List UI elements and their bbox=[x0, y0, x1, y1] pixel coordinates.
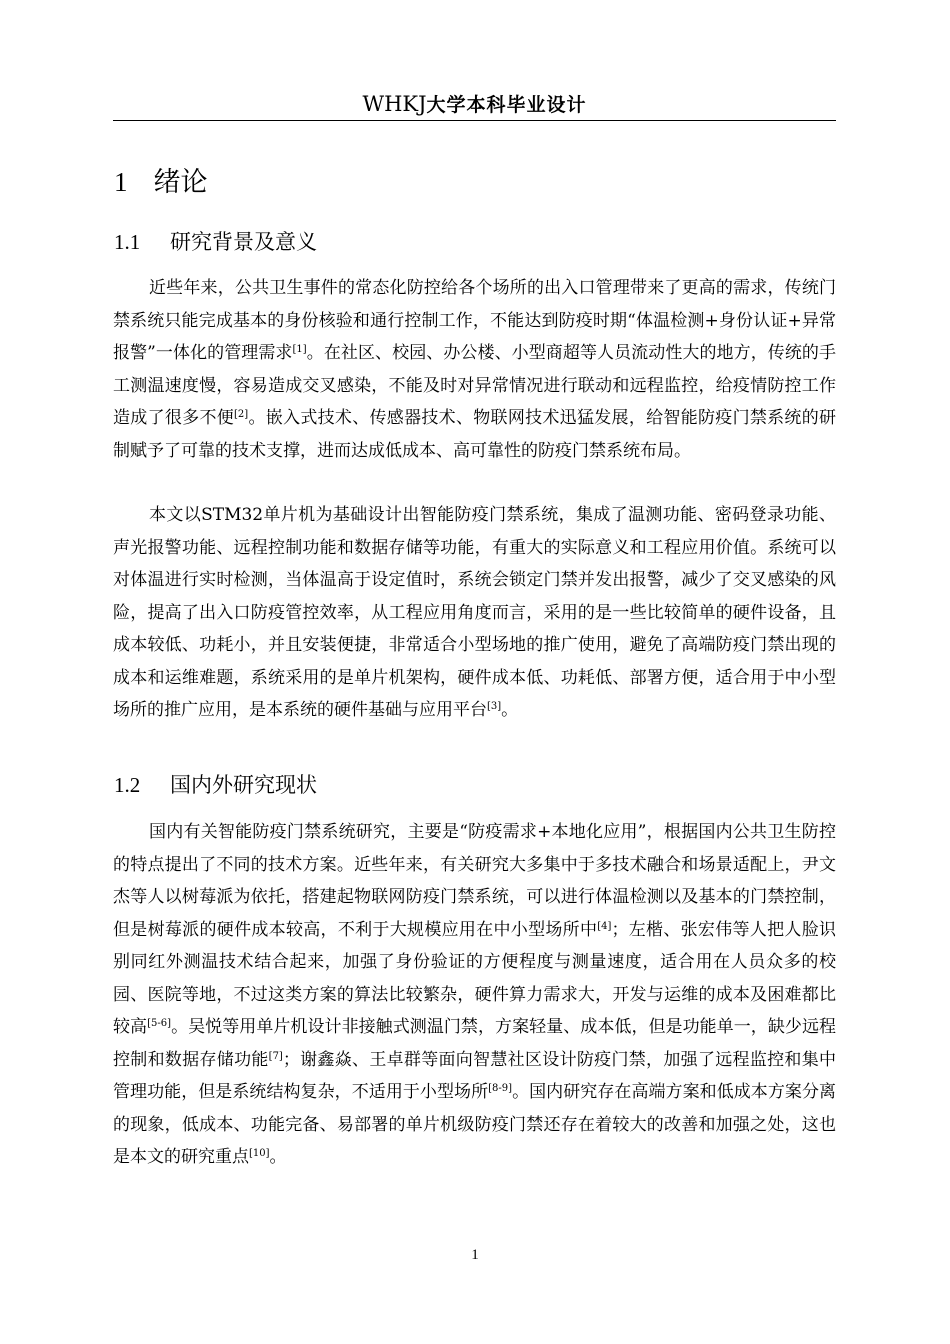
citation-ref: [3] bbox=[487, 701, 502, 712]
section-title: 研究背景及意义 bbox=[170, 230, 317, 254]
citation-ref: [2] bbox=[234, 409, 249, 420]
paragraph bbox=[113, 816, 836, 1174]
citation-ref: [7] bbox=[268, 1050, 283, 1062]
header-prefix: WHKJ bbox=[362, 92, 427, 116]
section-number: 1.1 bbox=[114, 230, 141, 254]
section-title: 国内外研究现状 bbox=[170, 773, 317, 797]
page-header bbox=[113, 92, 836, 117]
citation-ref: [8-9] bbox=[488, 1083, 513, 1094]
header-title: 大学本科毕业设计 bbox=[426, 94, 587, 116]
paragraph-text: 近些年来，公共卫生事件的常态化防控给各个场所的出入口管理带来了更高的需求，传统门禁系统只能完成基本的身份核验和通行控制工作，不能达到防疫时期“体温检测+身份认证+异常报警”一体化的管理需求 bbox=[113, 278, 836, 363]
citation-ref: [1] bbox=[292, 344, 307, 355]
page-number: 1 bbox=[471, 1247, 479, 1263]
citation-ref: [4] bbox=[597, 920, 612, 932]
paragraph-text: 。吴悦等用单片机设计非接触式测温门禁，方案轻量、成本低，但是功能单一，缺少远程控制和数据存储功能 bbox=[113, 1017, 837, 1070]
paragraph-text: 。在社区、校园、办公楼、小型商超等人员流动性大的地方，传统的手工测温速度慢，容易造成交叉感染，不能及时对异常情况进行联动和远程监控，给疫情防控工作造成了很多不便 bbox=[113, 343, 836, 428]
section-heading bbox=[114, 771, 317, 799]
paragraph-text: 。国内研究存在高端方案和低成本方案分离的现象，低成本、功能完备、易部署的单片机级防疫门禁还存在着较大的改善和加强之处，这也是本文的研究重点 bbox=[113, 1082, 837, 1167]
paragraph-text: 。 bbox=[501, 700, 519, 720]
paragraph bbox=[113, 272, 836, 467]
paragraph-text: 国内有关智能防疫门禁系统研究，主要是“防疫需求+本地化应用”，根据国内公共卫生防控的特点提出了不同的技术方案。近些年来，有关研究大多集中于多技术融合和场景适配上，尹文杰等人以树莓派为依托，搭建起物联网防疫门禁系统，可以进行体温检测以及基本的门禁控制，但是树莓派的硬件成本较高，不利于大规模应用在中小型场所中 bbox=[113, 822, 836, 940]
paragraph-text: ；左楷、张宏伟等人把人脸识别同红外测温技术结合起来，加强了身份验证的方便程度与测量速度，适合用在人员众多的校园、医院等地，不过这类方案的算法比较繁杂，硬件算力需求大，开发与运维的成本及困难都比较高 bbox=[113, 919, 837, 1037]
chapter-heading bbox=[114, 165, 208, 200]
paragraph-text: ；谢鑫焱、王卓群等面向智慧社区设计防疫门禁，加强了远程监控和集中管理功能，但是系统结构复杂，不适用于小型场所 bbox=[113, 1049, 837, 1102]
chapter-title: 绪论 bbox=[153, 167, 208, 198]
paragraph-text: 。嵌入式技术、传感器技术、物联网技术迅猛发展，给智能防疫门禁系统的研制赋予了可靠的技术支撑，进而达成低成本、高可靠性的防疫门禁系统布局。 bbox=[113, 408, 837, 461]
paragraph-text: 。 bbox=[269, 1147, 287, 1167]
citation-ref: [5-6] bbox=[147, 1018, 172, 1029]
header-rule bbox=[113, 120, 836, 121]
citation-ref: [10] bbox=[249, 1148, 270, 1159]
section-number: 1.2 bbox=[114, 773, 141, 797]
chapter-number: 1 bbox=[114, 167, 128, 197]
paragraph bbox=[113, 499, 836, 727]
paragraph-text: 本文以STM32单片机为基础设计出智能防疫门禁系统，集成了温测功能、密码登录功能、声光报警功能、远程控制功能和数据存储等功能，有重大的实际意义和工程应用价值。系统可以对体温进行实时检测，当体温高于设定值时，系统会锁定门禁并发出报警，减少了交叉感染的风险，提高了出入口防疫管控效率，从工程应用角度而言，采用的是一些比较简单的硬件设备，且成本较低、功耗小，并且安装便捷，非常适合小型场地的推广使用，避免了高端防疫门禁出现的成本和运维难题，系统采用的是单片机架构，硬件成本低、功耗低、部署方便，适合用于中小型场所的推广应用，是本系统的硬件基础与应用平台 bbox=[113, 505, 836, 720]
section-heading bbox=[114, 228, 317, 256]
